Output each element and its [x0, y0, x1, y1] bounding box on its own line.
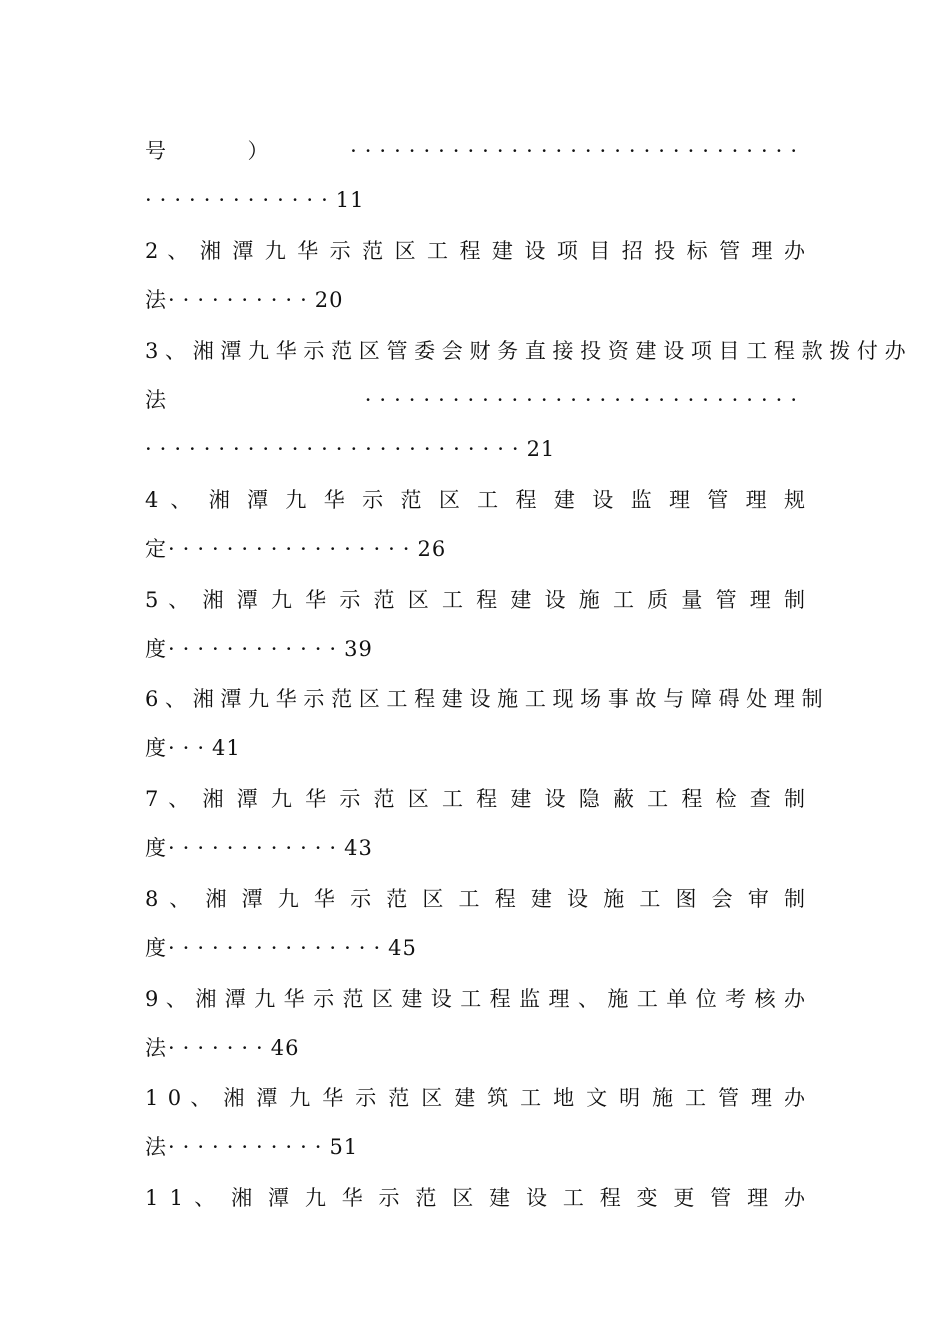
- toc-leader-dots: ·············: [145, 188, 336, 212]
- toc-line-5: [145, 331, 906, 371]
- toc-line-11: [145, 629, 805, 669]
- toc-entry-text: 法: [145, 388, 263, 412]
- toc-leader-dots: ·················: [168, 537, 418, 561]
- toc-page-number: 41: [212, 736, 241, 760]
- toc-entry-text: 度: [145, 637, 168, 661]
- toc-line-20: [145, 1078, 805, 1118]
- toc-entry-text: 8 、 湘 潭 九 华 示 范 区 工 程 建 设 施 工 图 会 审 制: [145, 887, 805, 911]
- toc-leader-dots: ············: [168, 637, 345, 661]
- toc-leader-dots: ······························: [364, 388, 805, 412]
- toc-line-6: [145, 380, 805, 420]
- toc-leader-dots: ···: [168, 736, 213, 760]
- toc-entry-text: 法: [145, 1135, 168, 1159]
- toc-line-7: [145, 429, 805, 469]
- toc-page-number: 51: [329, 1135, 359, 1159]
- toc-entry-text: 度: [145, 836, 168, 860]
- toc-entry-text: 7 、 湘 潭 九 华 示 范 区 工 程 建 设 隐 蔽 工 程 检 查 制: [145, 787, 805, 811]
- toc-entry-text: 6 、 湘 潭 九 华 示 范 区 工 程 建 设 施 工 现 场 事 故 与 障 碍 处 理 制: [145, 687, 823, 711]
- toc-page-number: 39: [344, 637, 373, 661]
- toc-page-number: 43: [344, 836, 373, 860]
- toc-leader-dots: ··········: [168, 288, 315, 312]
- toc-line-21: [145, 1127, 805, 1167]
- toc-line-4: [145, 280, 805, 320]
- toc-entry-text: 度: [145, 936, 168, 960]
- toc-entry-text: 4 、 湘 潭 九 华 示 范 区 工 程 建 设 监 理 管 理 规: [145, 488, 805, 512]
- toc-page-number: 11: [335, 188, 365, 212]
- toc-line-1: [145, 131, 805, 171]
- toc-page-number: 21: [526, 437, 556, 461]
- toc-line-2: [145, 180, 805, 220]
- toc-page-number: 46: [270, 1036, 300, 1060]
- toc-line-22: [145, 1178, 805, 1218]
- toc-line-15: [145, 828, 805, 868]
- toc-leader-dots: ···········: [168, 1135, 330, 1159]
- toc-entry-text: 1 1 、 湘 潭 九 华 示 范 区 建 设 工 程 变 更 管 理 办: [145, 1186, 805, 1210]
- toc-entry-text: 3 、 湘 潭 九 华 示 范 区 管 委 会 财 务 直 接 投 资 建 设 项 目 工 程 款 拨 付 办: [145, 339, 906, 363]
- toc-line-16: [145, 879, 805, 919]
- toc-leader-dots: ············: [168, 836, 345, 860]
- toc-entry-text: 法: [145, 288, 168, 312]
- toc-entry-text: 1 0 、 湘 潭 九 华 示 范 区 建 筑 工 地 文 明 施 工 管 理 办: [145, 1086, 805, 1110]
- toc-line-19: [145, 1028, 805, 1068]
- toc-line-12: [145, 679, 823, 719]
- toc-line-17: [145, 928, 805, 968]
- toc-leader-dots: ···············: [168, 936, 389, 960]
- toc-entry-text: 2 、 湘 潭 九 华 示 范 区 工 程 建 设 项 目 招 投 标 管 理 办: [145, 239, 805, 263]
- toc-leader-dots: ··························: [145, 437, 527, 461]
- toc-line-8: [145, 480, 805, 520]
- toc-entry-text: 5 、 湘 潭 九 华 示 范 区 工 程 建 设 施 工 质 量 管 理 制: [145, 588, 805, 612]
- toc-entry-text: 9 、 湘 潭 九 华 示 范 区 建 设 工 程 监 理 、 施 工 单 位 考 核 办: [145, 987, 805, 1011]
- toc-page-number: 20: [314, 288, 344, 312]
- toc-page-number: 26: [417, 537, 447, 561]
- toc-entry-text: 度: [145, 736, 168, 760]
- toc-line-3: [145, 231, 805, 271]
- toc-leader-dots: ·······: [168, 1036, 271, 1060]
- toc-entry-text: 定: [145, 537, 168, 561]
- toc-entry-text: 法: [145, 1036, 168, 1060]
- toc-line-13: [145, 728, 805, 768]
- toc-leader-dots: ·······························: [350, 139, 805, 163]
- toc-line-10: [145, 580, 805, 620]
- toc-page-number: 45: [388, 936, 417, 960]
- toc-line-18: [145, 979, 805, 1019]
- toc-line-14: [145, 779, 805, 819]
- toc-line-9: [145, 529, 805, 569]
- toc-entry-text: 号 ）: [145, 139, 306, 163]
